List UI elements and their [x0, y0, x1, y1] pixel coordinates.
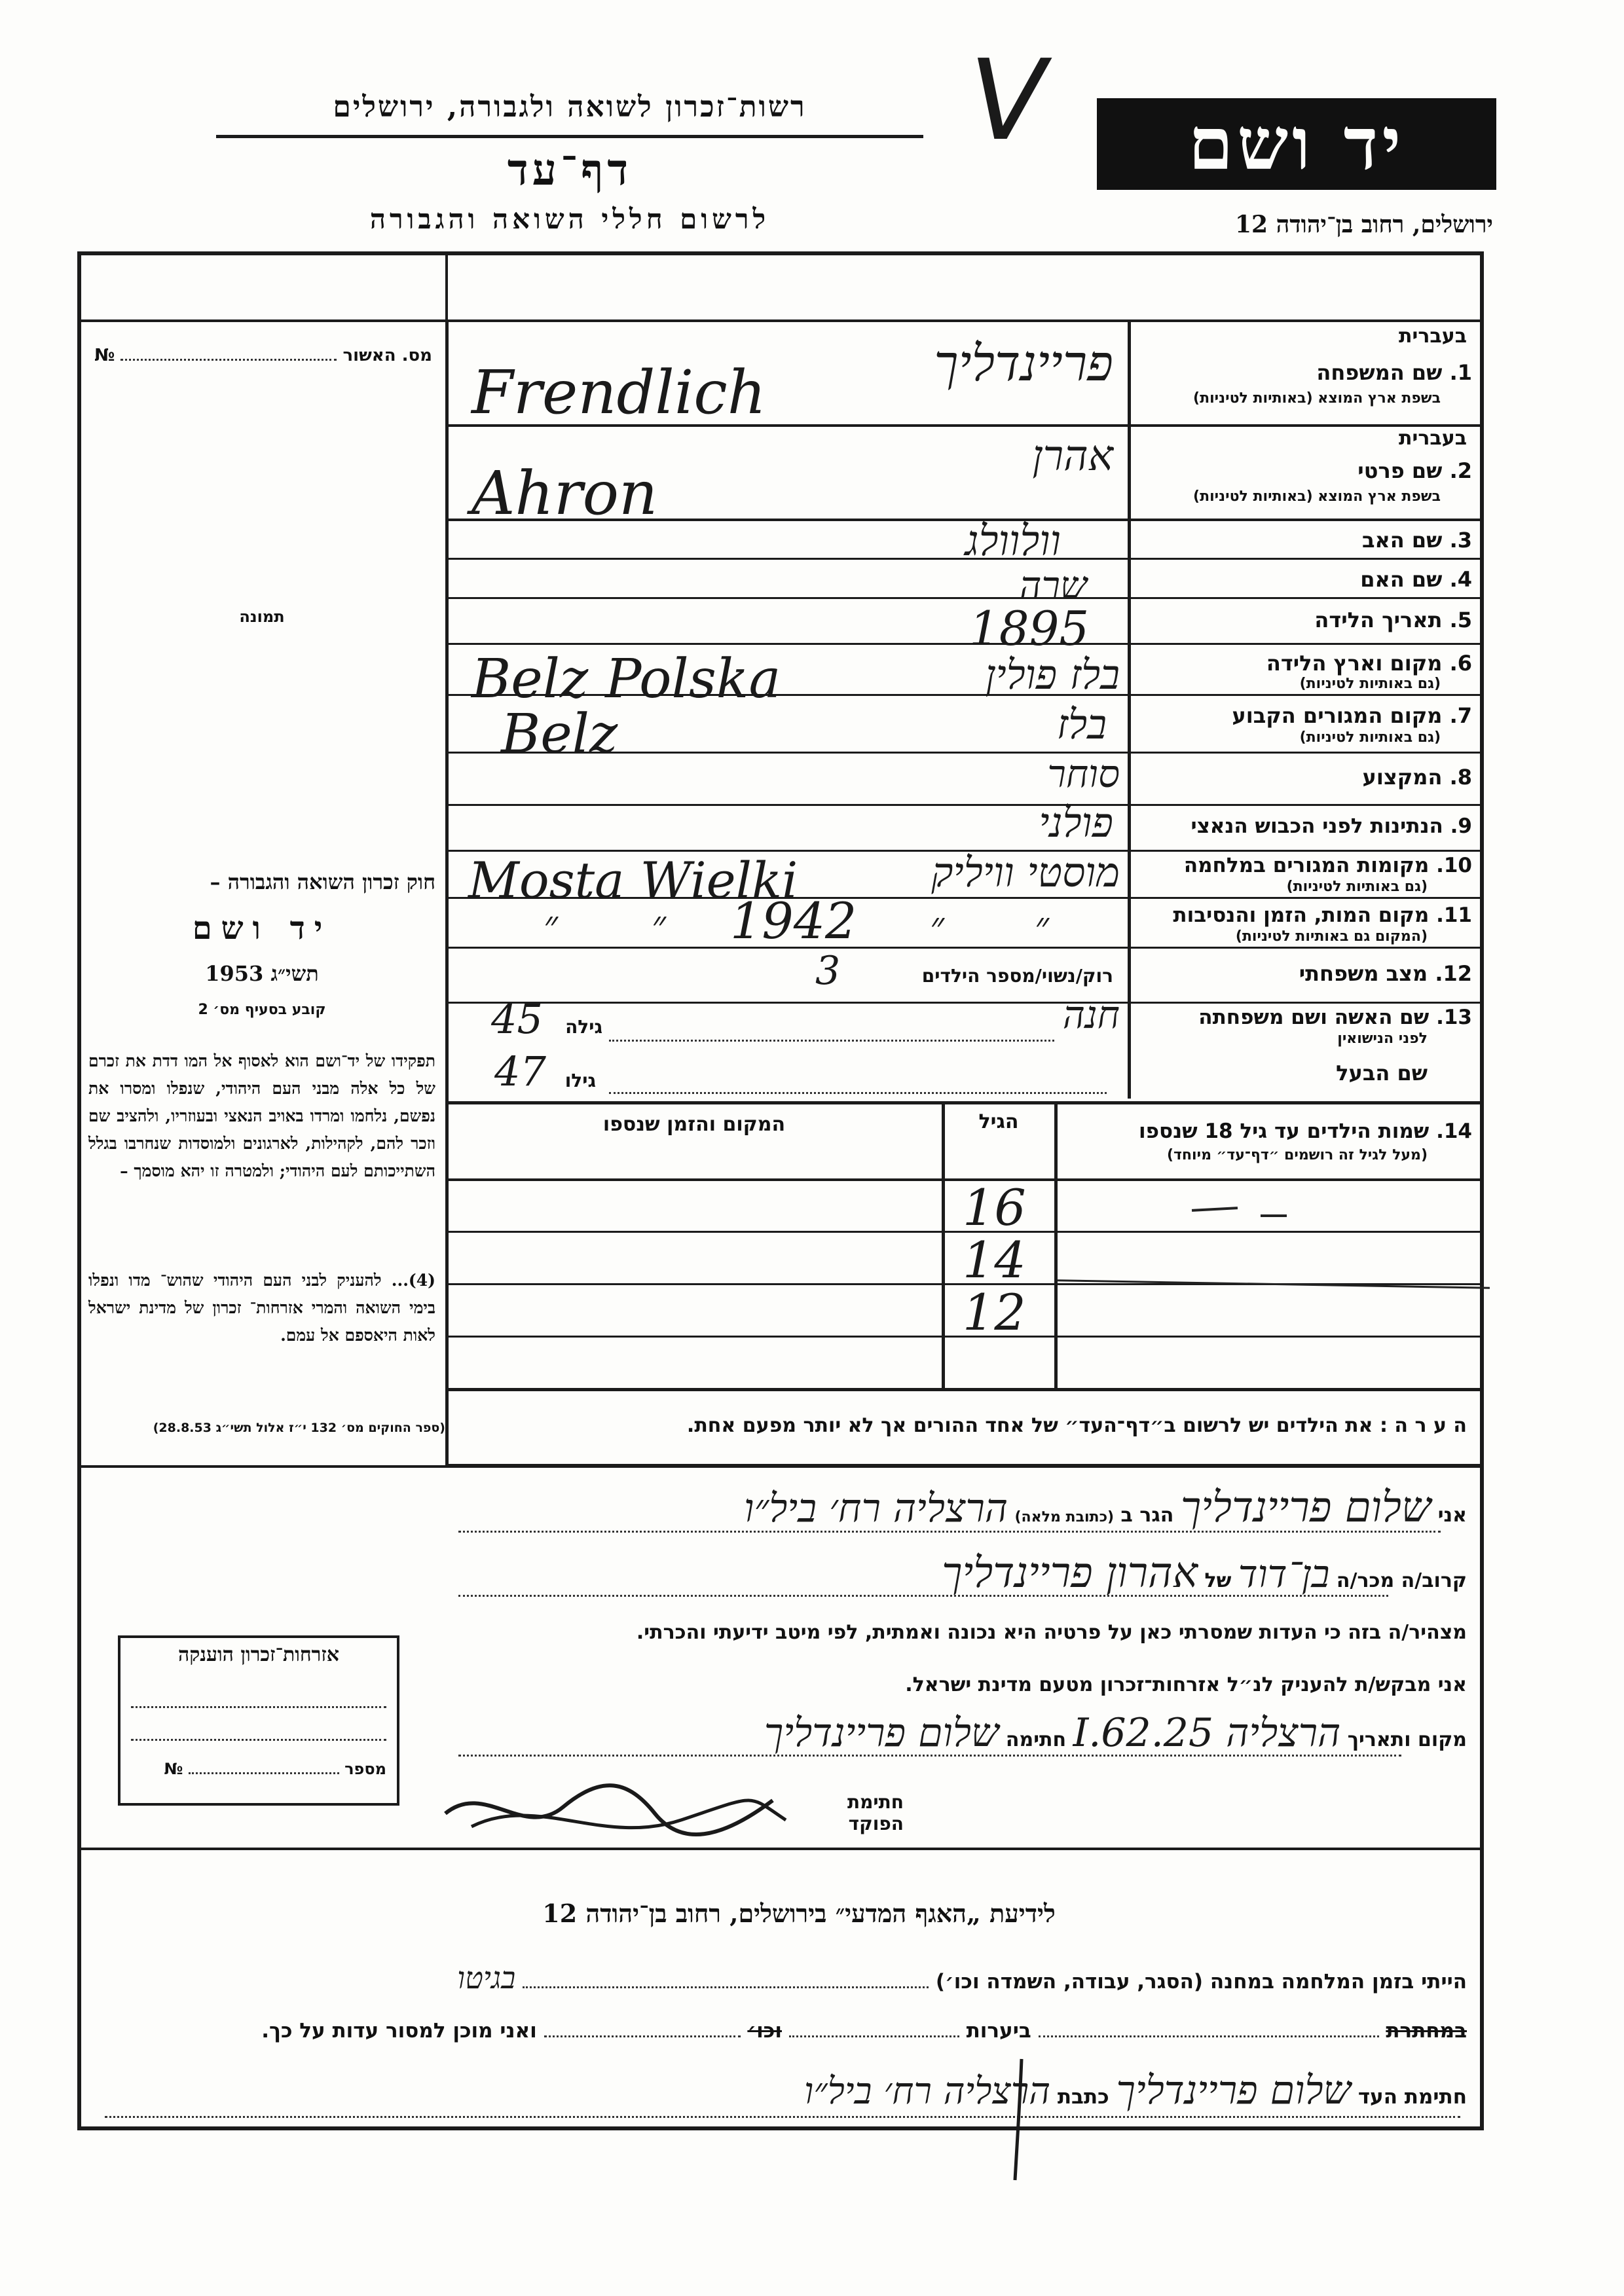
field-6-num: 6.: [1449, 651, 1472, 676]
field-10-latin-value[interactable]: Mosta Wielki: [468, 851, 798, 909]
field-7-text: מקום המגורים הקבוע: [1232, 703, 1443, 728]
field-5-text: תאריך הלידה: [1314, 608, 1443, 632]
photo-label: תמונה: [239, 608, 285, 626]
footer-line-2: [98, 2019, 1467, 2043]
declaration-line-sign: [426, 1710, 1467, 1756]
field-1-text: שם המשפחה: [1316, 360, 1443, 385]
field-11-ditto-3: ״: [930, 903, 945, 948]
field-3-value[interactable]: וולוולג: [965, 517, 1061, 566]
field-2-text: שם פרטי: [1357, 458, 1443, 483]
field-9-value[interactable]: פולני: [1039, 799, 1113, 847]
field-13-sub: לפני הנישואין: [1337, 1030, 1428, 1047]
children-place-header: המקום והזמן שנספו: [602, 1113, 786, 1136]
approval-label: מס. האשור: [342, 346, 432, 365]
field-11-sub: (המקום גם באותיות לטיניות): [1235, 928, 1428, 945]
field-7-latin-value[interactable]: Belz: [501, 703, 618, 765]
top-band-left-divider: [445, 251, 448, 321]
officer-signature: [432, 1768, 799, 1859]
field-10-num: 10.: [1436, 854, 1472, 877]
place-date-label: מקום ותאריך: [1347, 1728, 1467, 1751]
field-13-num: 13.: [1436, 1006, 1472, 1029]
field-11-ditto-2: ״: [652, 902, 667, 947]
number-field[interactable]: [189, 1772, 339, 1774]
field-11-ditto-4: ״: [1035, 903, 1050, 948]
etc-field[interactable]: [544, 2035, 741, 2037]
footer-line-3: [98, 2068, 1467, 2113]
children-age-header: הגיל: [978, 1110, 1019, 1133]
field-12-inline-label: רוק/נשוי/מספר הילדים: [921, 965, 1113, 987]
law-name: יד ושם: [192, 910, 332, 947]
children-age-right-rule: [1054, 1102, 1058, 1391]
field-5-num: 5.: [1449, 608, 1472, 632]
form-subtitle: לרשום חללי השואה והגבורה: [369, 203, 770, 235]
field-12-value[interactable]: 3: [815, 948, 841, 994]
row-rule-5: [448, 643, 1484, 645]
left-panel-divider: [445, 319, 449, 1465]
number-label: מספר: [344, 1760, 386, 1778]
field-10-text: מקומות המגורים במלחמה: [1183, 854, 1430, 877]
field-6-text: מקום וארץ הלידה: [1266, 651, 1443, 676]
witness-dots: [105, 2116, 1460, 2118]
law-reference: (ספר החוקים מס׳ 132 י״ז אלול תשי״ג 28.8.53): [153, 1421, 445, 1435]
margin-stroke: [1002, 2056, 1041, 2187]
field-4-num: 4.: [1449, 567, 1472, 592]
field-10-label: [1139, 854, 1472, 877]
field-10-sub: (גם באותיות לטיניות): [1286, 879, 1428, 895]
field-9-text: הנתינות לפני הכבוש הנאצי: [1190, 814, 1443, 838]
row-rule-4: [448, 597, 1484, 599]
footer-line-1: [98, 1960, 1467, 1995]
field-13-label: [1139, 1006, 1472, 1029]
declaration-line-1-dots: [458, 1531, 1441, 1533]
law-text-1: תפקידו של יד־ושם הוא לאסוף אל המו דדת את זכרם של כל אלה מבני העם היהודי, שנפלו ומסרו את נפשם, נלחמו ומרדו באויב הנאצי ובעוזריו, ולהציב שם וזכר להם, לקהילות, לארגונים ולמוסדות שנחרבו בגלל השתייכותם לעם היהודי; ולמטרה זו יהא מוסמך –: [88, 1051, 435, 1180]
law-clause: קובע בסעיף מס׳ 2: [198, 1002, 326, 1018]
relative-label: קרוב/ה מכר/ה: [1336, 1569, 1467, 1592]
footer-camp-value[interactable]: בגיטו: [457, 1960, 516, 1995]
number-sign: №: [164, 1760, 183, 1778]
field-11-text: מקום המות, הזמן והנסיבות: [1173, 903, 1430, 927]
husband-name-line[interactable]: [609, 1092, 1107, 1094]
top-band-divider: [77, 319, 1484, 322]
field-2-hebrew-tag: בעברית: [1399, 427, 1467, 450]
declarant-address[interactable]: הרצליה רח׳ ביל״ו: [744, 1485, 1008, 1531]
declaration-statement: מצהיר/ה בזה כי העדות שמסרתי כאן על פרטיה היא נכונה ואמתית, לפי מיטב ידיעתי והכרתי.: [636, 1621, 1467, 1644]
section-divider-lower: [77, 1465, 1484, 1468]
child-age-3[interactable]: 12: [963, 1283, 1026, 1341]
row-rule-11: [448, 947, 1484, 949]
child-age-2[interactable]: 14: [963, 1231, 1026, 1289]
children-num: 14.: [1436, 1120, 1472, 1143]
law-year: תשי״ג 1953: [205, 961, 319, 986]
field-9-num: 9.: [1450, 814, 1472, 838]
field-8-num: 8.: [1449, 765, 1472, 790]
field-1-hebrew-value[interactable]: פריינדליך: [934, 334, 1113, 392]
field-1-label: [1139, 360, 1472, 385]
field-7-sub: (גם באותיות לטיניות): [1299, 729, 1441, 746]
field-2-hebrew-value[interactable]: אהרן: [1032, 432, 1113, 481]
children-sub: (מעל לגיל זה רושמים ״דף־עד״ מיוחד): [1166, 1147, 1428, 1163]
approval-field[interactable]: [120, 359, 337, 361]
ready-statement: ואני מוכן למסור עדות על כך.: [261, 2019, 537, 2043]
field-12-label: [1139, 961, 1472, 986]
field-11-label: [1139, 903, 1472, 927]
citizenship-line-2[interactable]: [131, 1739, 386, 1741]
authority-title: רשות־זכרון לשואה ולגבורה, ירושלים: [333, 90, 807, 124]
field-13-text: שם האשה ושם משפחתה: [1198, 1006, 1430, 1029]
approval-no-sign: №: [94, 346, 115, 365]
of-label: של: [1204, 1569, 1232, 1592]
declarant-name[interactable]: שלום פריינדליך: [1180, 1484, 1431, 1532]
field-5-value[interactable]: 1895: [969, 601, 1090, 656]
field-6-hebrew-value[interactable]: בלז פולין: [985, 651, 1120, 699]
field-2-label: [1139, 458, 1472, 483]
authority-underline: [216, 135, 923, 138]
husband-label: שם הבעל: [1336, 1061, 1428, 1085]
field-11-ditto-1: ״: [544, 902, 559, 947]
citizenship-line-1[interactable]: [131, 1706, 386, 1708]
children-age-left-rule: [942, 1102, 945, 1391]
field-6-latin-value[interactable]: Belz Polska: [471, 648, 781, 710]
field-9-label: [1139, 814, 1472, 838]
forests-label: ביערות: [966, 2019, 1031, 2043]
field-4-value[interactable]: שרה: [1019, 563, 1087, 608]
field-3-text: שם האב: [1361, 528, 1443, 553]
children-title-text: שמות הילדים עד גיל 18 שנספו: [1139, 1120, 1430, 1143]
field-12-text: מצב משפחתי: [1299, 961, 1428, 986]
wife-name-value[interactable]: חנה: [1062, 993, 1120, 1037]
field-2-num: 2.: [1449, 458, 1472, 483]
wife-age-value[interactable]: 45: [491, 995, 543, 1043]
signature-dots: [458, 1755, 1401, 1757]
children-bottom-rule: [448, 1388, 1484, 1391]
field-4-text: שם האם: [1360, 567, 1443, 592]
address-line: ירושלים, רחוב בן־יהודה 12: [1234, 211, 1493, 238]
field-5-label: [1139, 608, 1472, 632]
witness-address-label: כתבת: [1057, 2085, 1109, 2109]
declaration-line-2: [458, 1549, 1467, 1597]
etc-label: וכו׳: [747, 2019, 782, 2043]
note-text: ה ע ר ה : את הילדים יש לרשום ב״דף־העד״ של אחד ההורים אך לא יותר מפעם אחת.: [686, 1414, 1467, 1437]
underground-field[interactable]: [1039, 2035, 1379, 2037]
field-7-label: [1139, 703, 1472, 728]
signature-label: חתימה: [1005, 1728, 1067, 1751]
place-date-value[interactable]: הרצליה 25.I.62: [1073, 1710, 1341, 1756]
declarant-signature[interactable]: שלום פריינדליך: [764, 1710, 999, 1756]
husband-age-label: גילו: [564, 1070, 596, 1091]
footer-camp-label: הייתי בזמן המלחמה במחנה (הסגר, עבודה, השמדה וכו׳): [935, 1970, 1467, 1994]
field-11-num: 11.: [1436, 903, 1472, 927]
footer-divider: [77, 1848, 1484, 1850]
witness-signature[interactable]: שלום פריינדליך: [1116, 2068, 1352, 2113]
field-3-num: 3.: [1449, 528, 1472, 553]
row-rule-14: [448, 1101, 1484, 1104]
field-6-sub: (גם באותיות לטיניות): [1299, 676, 1441, 692]
declaration-request: אני מבקש/ת להעניק לנ״ל אזרחות־זכרון מטעם מדינת ישראל.: [905, 1673, 1467, 1696]
field-2-latin-value[interactable]: Ahron: [471, 458, 658, 528]
field-10-hebrew-value[interactable]: מוסטי וויליק: [931, 848, 1120, 896]
field-1-latin-value[interactable]: Frendlich: [471, 357, 767, 428]
wife-age-label: גילה: [565, 1016, 602, 1038]
children-title: [1061, 1120, 1472, 1143]
underground-label: במחתרת: [1386, 2019, 1467, 2043]
field-1-num: 1.: [1449, 360, 1472, 385]
field-11-value[interactable]: 1942: [730, 892, 857, 950]
wife-name-line[interactable]: [609, 1040, 1054, 1042]
footer-camp-field[interactable]: [523, 1986, 929, 1988]
child-age-1[interactable]: 16: [963, 1178, 1026, 1237]
forests-field[interactable]: [789, 2035, 959, 2037]
labels-column-divider: [1128, 319, 1131, 1099]
footer-title: לידיעת „האגף המדעי״ בירושלים, רחוב בן־יהודה 12: [542, 1899, 1056, 1928]
husband-age-value[interactable]: 47: [494, 1048, 546, 1095]
field-2-sub: בשפת ארץ המוצא (באותיות לטיניות): [1193, 488, 1441, 505]
citizenship-number: [131, 1760, 386, 1778]
victim-name-repeat[interactable]: אהרון פריינדליך: [942, 1549, 1198, 1597]
citizenship-box-title: אזרחות־זכרון הוענקה: [177, 1643, 340, 1666]
check-mark: V: [957, 36, 1057, 166]
field-4-label: [1139, 567, 1472, 592]
row-rule-12: [448, 1002, 1484, 1004]
witness-signature-label: חתימת העד: [1357, 2085, 1467, 2109]
relation-value[interactable]: בן־דוד: [1238, 1552, 1330, 1596]
field-1-hebrew-tag: בעברית: [1399, 325, 1467, 348]
field-8-value[interactable]: סוחר: [1047, 752, 1120, 796]
field-8-label: [1139, 765, 1472, 790]
approval-number: [92, 346, 432, 365]
yad-vashem-logo: יד ושם: [1097, 98, 1496, 190]
full-address-label: (כתובת מלאה): [1014, 1509, 1115, 1525]
field-7-num: 7.: [1449, 703, 1472, 728]
resides-label: הגר ב: [1120, 1504, 1174, 1527]
field-8-text: המקצוע: [1362, 765, 1443, 790]
officer-label: חתימת הפוקד: [847, 1791, 904, 1834]
field-7-hebrew-value[interactable]: בלז: [1056, 701, 1107, 748]
declaration-line-1: [458, 1484, 1467, 1532]
field-1-sub: בשפת ארץ המוצא (באותיות לטיניות): [1193, 390, 1441, 407]
law-title: חוק זכרון השואה והגבורה –: [210, 869, 435, 894]
field-3-label: [1139, 528, 1472, 553]
witness-address[interactable]: הרצליה רח׳ ביל״ו: [804, 2070, 1051, 2113]
declaration-line-2-dots: [458, 1595, 1388, 1597]
ani-label: אני: [1437, 1504, 1467, 1527]
child-name-dash-2: [1261, 1214, 1287, 1217]
law-text-2: (4)... להעניק לבני העם היהודי שהוש־ מדו ונפלו בימי השואה והמרי אזרחות־ זכרון של מדינת ישראל לאות היאספם אל עמם.: [88, 1271, 435, 1345]
form-title: דף־עד: [507, 144, 633, 195]
field-6-label: [1139, 651, 1472, 676]
field-12-num: 12.: [1435, 961, 1472, 986]
